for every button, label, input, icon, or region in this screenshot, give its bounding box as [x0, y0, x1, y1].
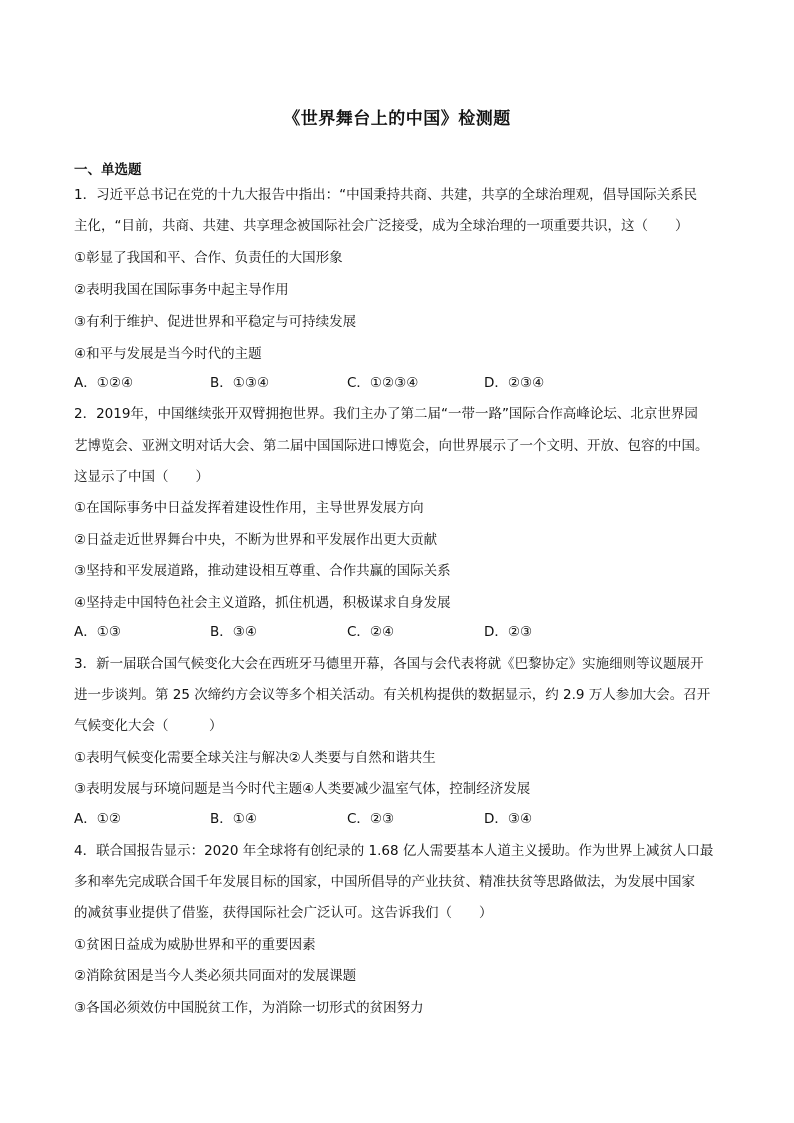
section-heading: 一、单选题 — [74, 162, 142, 178]
question-4-stem-line: 4．联合国报告显示：2020 年全球将有创纪录的 1.68 亿人需要基本人道主义援助。作为世界上减贫人口最 — [74, 843, 714, 859]
question-3-item: ③表明发展与环境问题是当今时代主题④人类要减少温室气体，控制经济发展 — [74, 781, 531, 797]
question-1-option-b[interactable]: B．①③④ — [210, 375, 270, 391]
question-3-item: ①表明气候变化需要全球关注与解决②人类要与自然和谐共生 — [74, 750, 436, 766]
question-1-item: ③有利于维护、促进世界和平稳定与可持续发展 — [74, 314, 357, 330]
question-2-option-a[interactable]: A．①③ — [74, 624, 121, 640]
question-3-option-b[interactable]: B．①④ — [210, 811, 257, 827]
question-2-stem-line: 艺博览会、亚洲文明对话大会、第二届中国国际进口博览会，向世界展示了一个文明、开放、包容的中国。 — [74, 438, 709, 454]
question-1-item: ④和平与发展是当今时代的主题 — [74, 346, 262, 362]
question-3-stem-line: 3．新一届联合国气候变化大会在西班牙马德里开幕，各国与会代表将就《巴黎协定》实施细则等议题展开 — [74, 656, 704, 672]
question-3-stem-line: 气候变化大会（ ） — [74, 718, 223, 734]
question-1-option-a[interactable]: A．①②④ — [74, 375, 134, 391]
question-1-option-c[interactable]: C．①②③④ — [347, 375, 419, 391]
question-2-item: ④坚持走中国特色社会主义道路，抓住机遇，积极谋求自身发展 — [74, 595, 451, 611]
question-3-stem-line: 进一步谈判。第 25 次缔约方会议等多个相关活动。有关机构提供的数据显示，约 2.9 万人参加大会。召开 — [74, 687, 711, 703]
question-2-item: ①在国际事务中日益发挥着建设性作用，主导世界发展方向 — [74, 500, 424, 516]
question-4-stem-line: 的减贫事业提供了借鉴，获得国际社会广泛认可。这告诉我们（ ） — [74, 905, 493, 921]
question-3-option-a[interactable]: A．①② — [74, 811, 121, 827]
question-3-option-d[interactable]: D．③④ — [484, 811, 533, 827]
question-4-item: ③各国必须效仿中国脱贫工作，为消除一切形式的贫困努力 — [74, 1000, 424, 1016]
question-1-item: ①彰显了我国和平、合作、负责任的大国形象 — [74, 250, 343, 266]
question-4-item: ①贫困日益成为威胁世界和平的重要因素 — [74, 937, 316, 953]
question-2-item: ②日益走近世界舞台中央，不断为世界和平发展作出更大贡献 — [74, 532, 438, 548]
question-2-stem-line: 这显示了中国（ ） — [74, 469, 209, 485]
question-2-stem-line: 2．2019年，中国继续张开双臂拥抱世界。我们主办了第二届“一带一路”国际合作高峰论坛、北京世界园 — [74, 406, 698, 422]
question-2-option-b[interactable]: B．③④ — [210, 624, 257, 640]
question-1-option-d[interactable]: D．②③④ — [484, 375, 545, 391]
question-1-stem-line: 1．习近平总书记在党的十九大报告中指出：“中国秉持共商、共建，共享的全球治理观，倡导国际关系民 — [74, 187, 698, 203]
question-4-stem-line: 多和率先完成联合国千年发展目标的国家，中国所倡导的产业扶贫、精准扶贫等思路做法，为发展中国家 — [74, 874, 695, 890]
question-1-stem-line: 主化，“目前，共商、共建、共享理念被国际社会广泛接受，成为全球治理的一项重要共识，这（ ） — [74, 218, 689, 234]
question-4-item: ②消除贫困是当今人类必须共同面对的发展课题 — [74, 968, 357, 984]
question-2-option-c[interactable]: C．②④ — [347, 624, 395, 640]
question-2-item: ③坚持和平发展道路，推动建设相互尊重、合作共赢的国际关系 — [74, 563, 451, 579]
question-2-option-d[interactable]: D．②③ — [484, 624, 533, 640]
question-3-option-c[interactable]: C．②③ — [347, 811, 395, 827]
page-title: 《世界舞台上的中国》检测题 — [283, 109, 511, 129]
question-1-item: ②表明我国在国际事务中起主导作用 — [74, 282, 289, 298]
